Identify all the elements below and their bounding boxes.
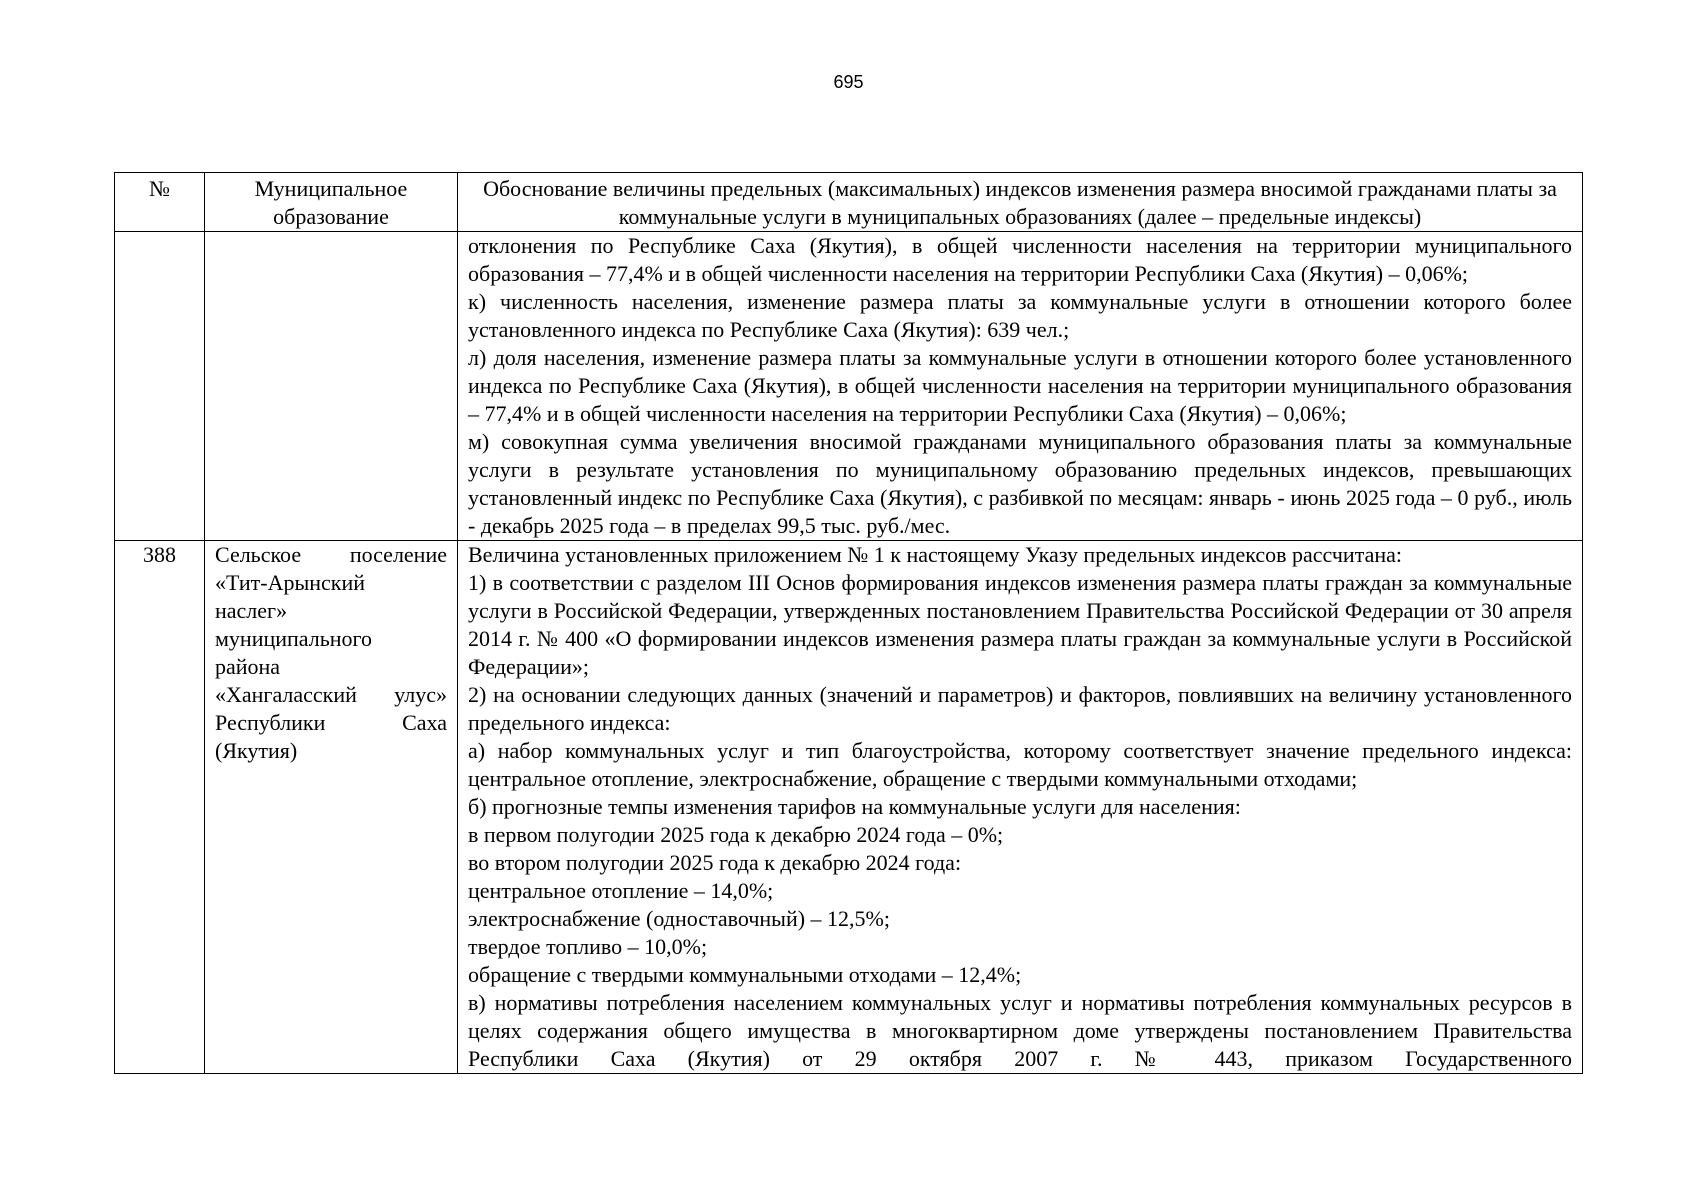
justification-paragraph: б) прогнозные темпы изменения тарифов на коммунальные услуги для населения:: [468, 794, 1241, 819]
header-municipality: Муниципальное образование: [205, 173, 458, 232]
municipality-line: Сельское поселение: [215, 542, 447, 567]
header-num: №: [115, 173, 205, 232]
justification-paragraph: в) нормативы потребления населением коммунальных услуг и нормативы потребления коммунальных ресурсов в целях содержания общего имущества в многоквартирном доме утверждены постановлением Правительства Республики Саха (Якутия) от 29 октября 2007 г. № 443, приказом Государственного: [468, 990, 1572, 1071]
header-justification: Обоснование величины предельных (максимальных) индексов изменения размера вносимой гражданами платы за коммунальные услуги в муниципальных образованиях (далее – предельные индексы): [458, 173, 1583, 232]
justification-paragraph: л) доля населения, изменение размера платы за коммунальные услуги в отношении которого более установленного индекса по Республике Саха (Якутия), в общей численности населения на территории муниципального образования – 77,4% и в общей численности населения на территории Республики Саха (Якутия) – 0,06%;: [468, 345, 1572, 426]
justification-paragraph: а) набор коммунальных услуг и тип благоустройства, которому соответствует значение предельного индекса: центральное отопление, электроснабжение, обращение с твердыми коммунальными отходами;: [468, 738, 1572, 791]
table-row: [115, 232, 1583, 541]
justification-paragraph: твердое топливо – 10,0%;: [468, 934, 708, 959]
justification-paragraph: 2) на основании следующих данных (значений и параметров) и факторов, повлиявших на величину установленного предельного индекса:: [468, 682, 1572, 735]
municipality-line: наслег»: [215, 598, 288, 623]
page-number: 695: [833, 72, 864, 92]
row-num-cell: 388: [115, 541, 205, 1074]
municipality-line: района: [215, 654, 281, 679]
justification-paragraph: к) численность населения, изменение размера платы за коммунальные услуги в отношении которого более установленного индекса по Республике Саха (Якутия): 639 чел.;: [468, 289, 1572, 342]
justification-paragraph: м) совокупная сумма увеличения вносимой гражданами муниципального образования платы за коммунальные услуги в результате установления по муниципальному образованию предельных индексов, превышающих установленный индекс по Республике Саха (Якутия), с разбивкой по месяцам: январь - июнь 2025 года – 0 руб., июль - декабрь 2025 года – в пределах 99,5 тыс. руб./мес.: [468, 429, 1572, 538]
row-justification-cell: [458, 541, 1583, 1074]
justification-paragraph: Величина установленных приложением № 1 к настоящему Указу предельных индексов рассчитана:: [468, 542, 1402, 567]
municipality-line: Республики Саха: [215, 710, 447, 735]
justification-paragraph: 1) в соответствии с разделом III Основ формирования индексов изменения размера платы граждан за коммунальные услуги в Российской Федерации, утвержденных постановлением Правительства Российской Федерации от 30 апреля 2014 г. № 400 «О формировании индексов изменения размера платы граждан за коммунальные услуги в Российской Федерации»;: [468, 570, 1572, 679]
table-row: [115, 541, 1583, 1074]
municipality-line: «Тит-Арынский: [215, 570, 366, 595]
justification-paragraph: в первом полугодии 2025 года к декабрю 2024 года – 0%;: [468, 822, 1004, 847]
indices-table: [114, 172, 1583, 1074]
row-municipality-cell: [205, 232, 458, 541]
table-header-row: [115, 173, 1583, 232]
municipality-line: (Якутия): [215, 738, 298, 763]
row-justification-cell: [458, 232, 1583, 541]
row-municipality-cell: [205, 541, 458, 1074]
municipality-line: муниципального: [215, 626, 373, 651]
justification-paragraph: отклонения по Республике Саха (Якутия), в общей численности населения на территории муниципального образования – 77,4% и в общей численности населения на территории Республики Саха (Якутия) – 0,06%;: [468, 233, 1572, 286]
municipality-line: «Хангаласский улус»: [215, 682, 447, 707]
justification-paragraph: обращение с твердыми коммунальными отходами – 12,4%;: [468, 962, 1022, 987]
justification-paragraph: во втором полугодии 2025 года к декабрю 2024 года:: [468, 850, 962, 875]
row-num-cell: [115, 232, 205, 541]
justification-paragraph: электроснабжение (одноставочный) – 12,5%;: [468, 906, 890, 931]
justification-paragraph: центральное отопление – 14,0%;: [468, 878, 774, 903]
